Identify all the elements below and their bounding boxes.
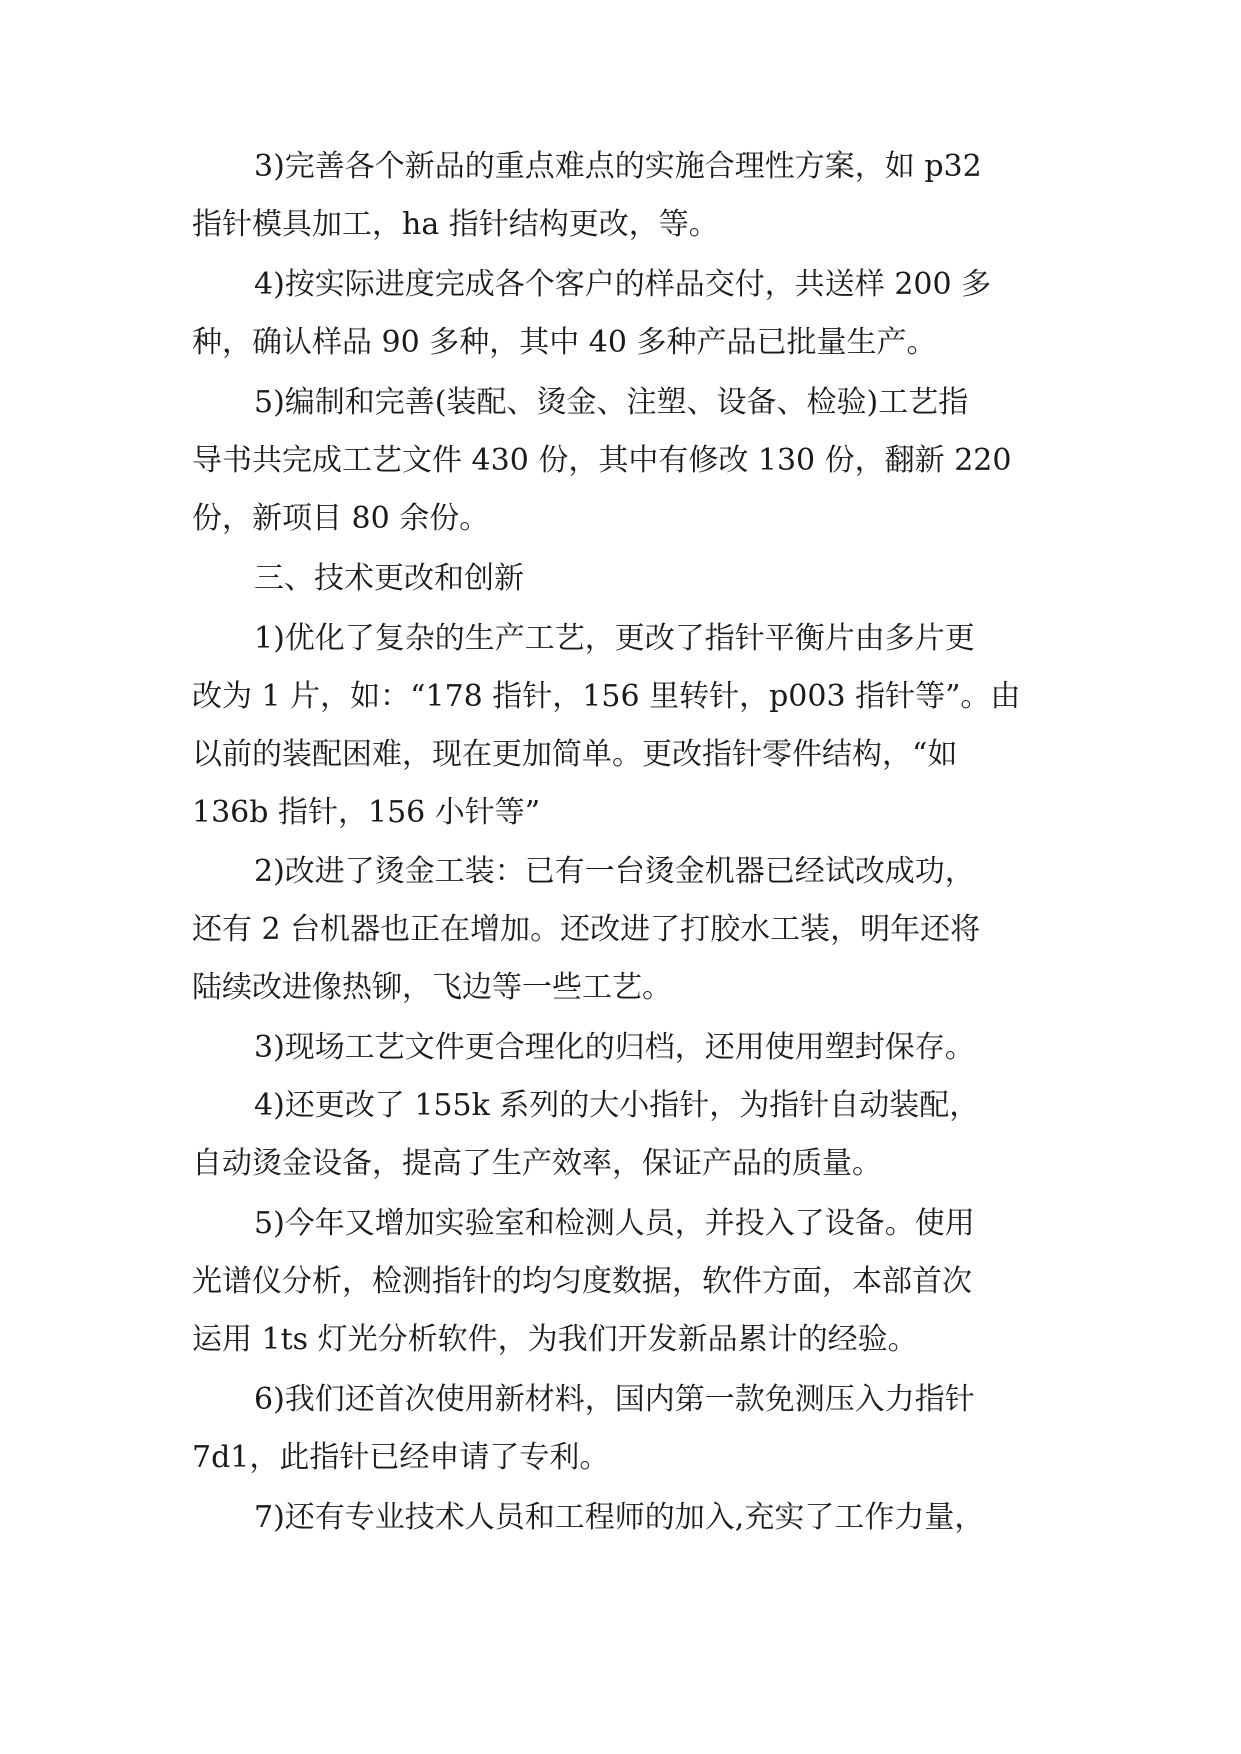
- paragraph-9-line-1: 5)今年又增加实验室和检测人员，并投入了设备。使用: [254, 1206, 975, 1241]
- paragraph-10-line-2: 7d1，此指针已经申请了专利。: [192, 1440, 610, 1475]
- paragraph-5-line-3: 以前的装配困难，现在更加简单。更改指针零件结构，“如: [192, 737, 958, 772]
- paragraph-5-line-4: 136b 指针，156 小针等”: [192, 795, 541, 830]
- paragraph-6-line-3: 陆续改进像热铆，飞边等一些工艺。: [192, 970, 672, 1005]
- paragraph-1-line-2: 指针模具加工，ha 指针结构更改，等。: [192, 207, 719, 242]
- paragraph-8-line-2: 自动烫金设备，提高了生产效率，保证产品的质量。: [192, 1146, 882, 1181]
- paragraph-7-line-1: 3)现场工艺文件更合理化的归档，还用使用塑封保存。: [254, 1030, 975, 1065]
- paragraph-3-line-2: 导书共完成工艺文件 430 份，其中有修改 130 份，翻新 220: [192, 443, 1012, 478]
- section-heading: 三、技术更改和创新: [254, 561, 524, 596]
- paragraph-1-line-1: 3)完善各个新品的重点难点的实施合理性方案，如 p32: [254, 149, 982, 184]
- paragraph-3-line-1: 5)编制和完善(装配、烫金、注塑、设备、检验)工艺指: [254, 385, 969, 420]
- paragraph-9-line-2: 光谱仪分析，检测指针的均匀度数据，软件方面，本部首次: [192, 1264, 972, 1299]
- paragraph-6-line-1: 2)改进了烫金工装：已有一台烫金机器已经试改成功，: [254, 854, 975, 889]
- paragraph-11-line-1: 7)还有专业技术人员和工程师的加入,充实了工作力量，: [254, 1500, 985, 1535]
- paragraph-5-line-2: 改为 1 片，如：“178 指针，156 里转针，p003 指针等”。由: [192, 679, 1021, 714]
- paragraph-10-line-1: 6)我们还首次使用新材料，国内第一款免测压入力指针: [254, 1382, 975, 1417]
- paragraph-9-line-3: 运用 1ts 灯光分析软件，为我们开发新品累计的经验。: [192, 1322, 918, 1357]
- paragraph-2-line-2: 种，确认样品 90 多种，其中 40 多种产品已批量生产。: [192, 325, 937, 360]
- paragraph-6-line-2: 还有 2 台机器也正在增加。还改进了打胶水工装，明年还将: [192, 912, 981, 947]
- paragraph-8-line-1: 4)还更改了 155k 系列的大小指针，为指针自动装配，: [254, 1088, 980, 1123]
- paragraph-2-line-1: 4)按实际进度完成各个客户的样品交付，共送样 200 多: [254, 267, 992, 302]
- paragraph-3-line-3: 份，新项目 80 余份。: [192, 501, 490, 536]
- paragraph-5-line-1: 1)优化了复杂的生产工艺，更改了指针平衡片由多片更: [254, 621, 975, 656]
